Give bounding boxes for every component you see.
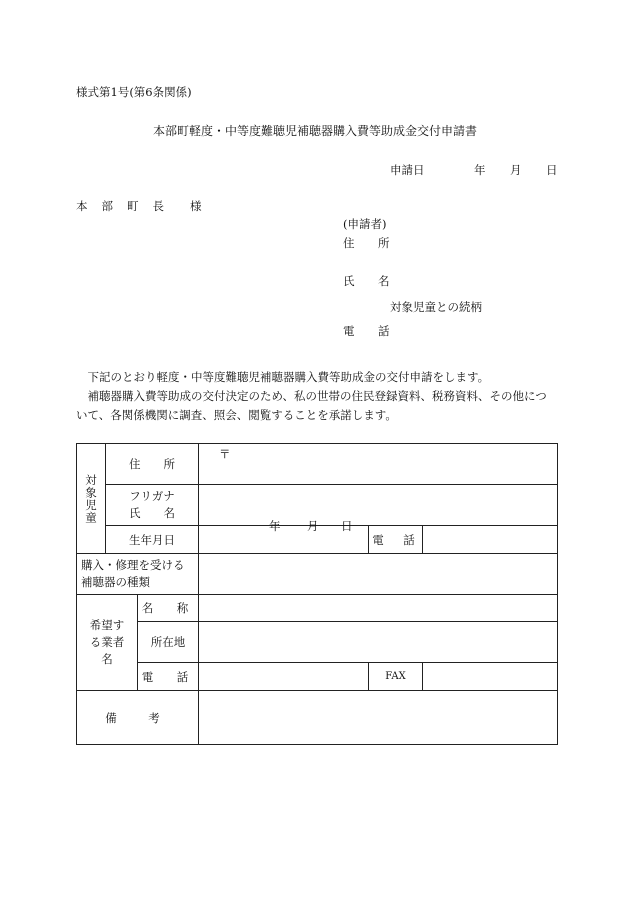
applicant-section-label: (申請者) — [343, 217, 387, 231]
child-name-label: 氏 名 — [129, 506, 175, 520]
dob-year: 年 — [269, 519, 281, 533]
child-name-label-cell — [106, 485, 199, 526]
application-date-month: 月 — [510, 163, 522, 177]
child-address-field[interactable] — [199, 444, 558, 485]
child-phone-label: 電 話 — [369, 526, 423, 554]
vendor-location-label: 所在地 — [138, 622, 199, 663]
addressee — [76, 198, 202, 214]
child-section-label: 対象児童 — [84, 473, 98, 524]
application-date-year: 年 — [474, 163, 486, 177]
fax-label: FAX — [369, 663, 423, 691]
vendor-phone-field[interactable] — [199, 663, 369, 691]
vendor-phone-label: 電 話 — [138, 663, 199, 691]
dob-month: 月 — [307, 519, 319, 533]
vendor-section-label: 希望する業者名 — [77, 595, 138, 691]
application-date-label: 申請日 — [390, 163, 425, 177]
dob-day: 日 — [341, 519, 353, 533]
applicant-name-label: 氏 名 — [343, 274, 396, 288]
postal-mark: 〒 — [219, 447, 231, 461]
body-paragraph-1: 下記のとおり軽度・中等度難聴児補聴器購入費等助成金の交付申請をします。 — [87, 370, 490, 384]
vendor-name-label: 名 称 — [138, 595, 199, 622]
remarks-label: 備 考 — [77, 691, 199, 745]
body-paragraph-2: 補聴器購入費等助成の交付決定のため、私の世帯の住民登録資料、税務資料、その他について、各関係機関に調査、照会、閲覧することを承諾します。 — [76, 389, 547, 422]
applicant-relationship-label: 対象児童との続柄 — [390, 300, 482, 314]
fax-field[interactable] — [423, 663, 558, 691]
dob-label: 生年月日 — [106, 526, 199, 554]
dob-field[interactable] — [199, 519, 369, 554]
application-date-day: 日 — [546, 163, 558, 177]
device-type-label: 購入・修理を受ける補聴器の種類 — [77, 554, 199, 595]
form-number: 様式第1号(第6条関係) — [76, 85, 192, 99]
vendor-name-field[interactable] — [199, 595, 558, 622]
vendor-location-field[interactable] — [199, 622, 558, 663]
addressee-name: 本部町長 — [76, 199, 178, 213]
child-name-field[interactable] — [199, 485, 558, 526]
applicant-phone-label: 電 話 — [343, 324, 396, 338]
remarks-field[interactable] — [199, 691, 558, 745]
application-form-table — [76, 443, 558, 745]
addressee-honorific: 様 — [190, 199, 202, 213]
document-title: 本部町軽度・中等度難聴児補聴器購入費等助成金交付申請書 — [152, 124, 477, 138]
child-phone-field[interactable] — [423, 526, 558, 554]
applicant-address-label: 住 所 — [343, 236, 396, 250]
child-address-label: 住 所 — [106, 444, 199, 485]
furigana-label: フリガナ — [129, 489, 175, 503]
child-section-cell — [77, 444, 106, 554]
device-type-field[interactable] — [199, 554, 558, 595]
